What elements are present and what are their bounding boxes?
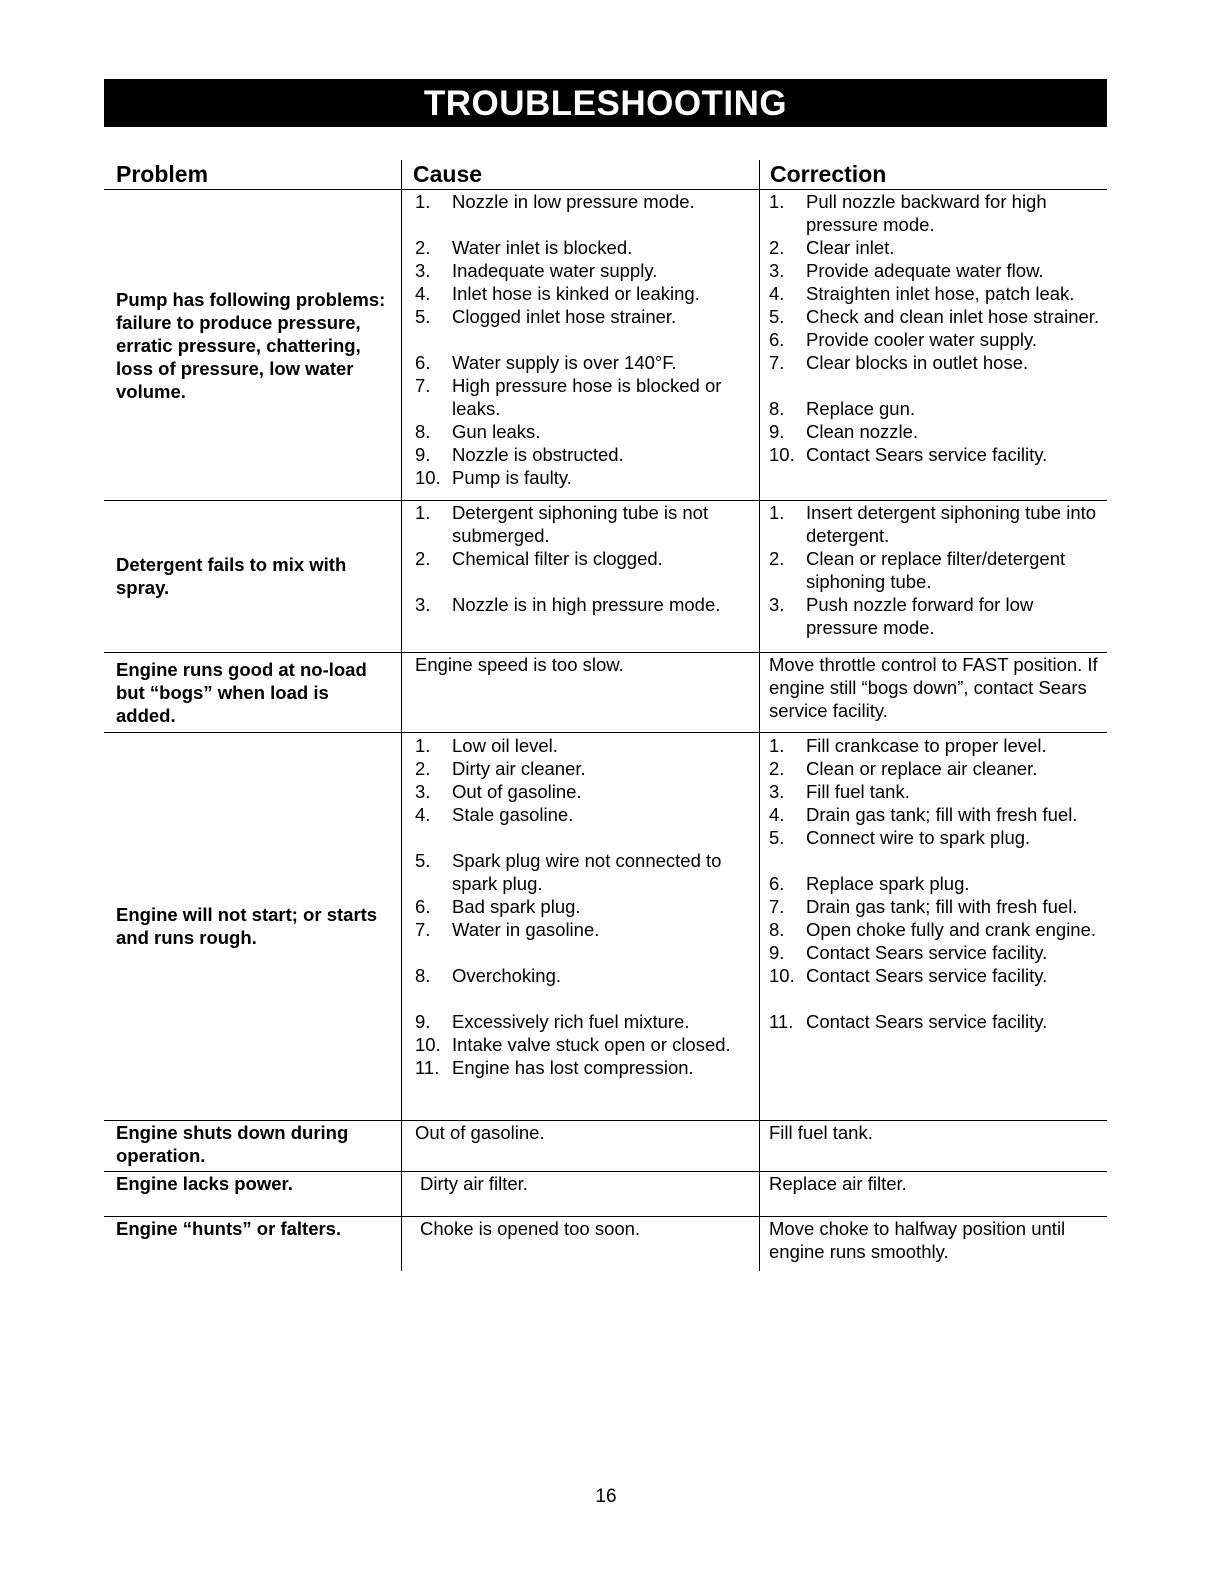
page-title: TROUBLESHOOTING: [104, 79, 1107, 127]
correction-list: [769, 734, 1104, 1033]
cause-list: [415, 190, 760, 489]
correction-list: [769, 190, 1104, 466]
table-row: [104, 501, 1107, 653]
list-item: 1. Low oil level.: [415, 735, 558, 756]
cause-list: [415, 734, 760, 1079]
list-item: 7. Drain gas tank; fill with fresh fuel.: [769, 896, 1078, 917]
correction-text: Move throttle control to FAST position. If engine still “bogs down”, contact Sears service facility.: [769, 654, 1098, 721]
table-row: [104, 1172, 1107, 1217]
problem-text: Detergent fails to mix with spray.: [116, 554, 347, 598]
table-row: [104, 190, 1107, 501]
problem-text: Engine runs good at no-load but “bogs” when load is added.: [116, 659, 367, 726]
list-item: 11. Engine has lost compression.: [415, 1057, 694, 1078]
table-row: [104, 1121, 1107, 1172]
list-item: 9. Nozzle is obstructed.: [415, 444, 624, 465]
list-item: 2. Water inlet is blocked.: [415, 237, 633, 258]
list-item: 7. Clear blocks in outlet hose.: [769, 352, 1029, 373]
list-item: 9. Clean nozzle.: [769, 421, 919, 442]
list-item: 5. Check and clean inlet hose strainer.: [769, 306, 1100, 327]
list-item: 2. Chemical filter is clogged.: [415, 548, 663, 569]
list-item: 2. Clear inlet.: [769, 237, 895, 258]
list-item: 1. Fill crankcase to proper level.: [769, 735, 1047, 756]
table-row: [104, 733, 1107, 1121]
list-item: 8. Open choke fully and crank engine.: [769, 919, 1097, 940]
list-item: 3. Push nozzle forward for low pressure mode.: [769, 594, 1034, 638]
list-item: 10. Contact Sears service facility.: [769, 965, 1048, 986]
list-item: 2. Clean or replace filter/detergent siphoning tube.: [769, 548, 1066, 592]
list-item: 9. Excessively rich fuel mixture.: [415, 1011, 690, 1032]
list-item: 3. Inadequate water supply.: [415, 260, 658, 281]
list-item: 1. Pull nozzle backward for high pressure mode.: [769, 191, 1047, 235]
table-row: [104, 653, 1107, 733]
list-item: 8. Overchoking.: [415, 965, 561, 986]
list-item: 4. Drain gas tank; fill with fresh fuel.: [769, 804, 1078, 825]
list-item: 10. Intake valve stuck open or closed.: [415, 1034, 731, 1055]
list-item: 4. Inlet hose is kinked or leaking.: [415, 283, 700, 304]
list-item: 10. Contact Sears service facility.: [769, 444, 1048, 465]
table-header: [104, 160, 1107, 190]
cause-list: [415, 501, 760, 616]
list-item: 3. Nozzle is in high pressure mode.: [415, 594, 721, 615]
list-item: 5. Spark plug wire not connected to spark plug.: [415, 850, 722, 894]
list-item: 4. Straighten inlet hose, patch leak.: [769, 283, 1075, 304]
header-correction: Correction: [770, 161, 887, 187]
problem-text: Engine “hunts” or falters.: [116, 1218, 342, 1239]
cause-text: Out of gasoline.: [415, 1122, 545, 1143]
cause-text: Dirty air filter.: [420, 1173, 528, 1194]
header-cause: Cause: [413, 161, 483, 187]
problem-text: Engine shuts down during operation.: [116, 1122, 349, 1166]
list-item: 6. Provide cooler water supply.: [769, 329, 1038, 350]
list-item: 10. Pump is faulty.: [415, 467, 572, 488]
list-item: 8. Replace gun.: [769, 398, 916, 419]
correction-text: Fill fuel tank.: [769, 1122, 873, 1143]
correction-text: Move choke to halfway position until engine runs smoothly.: [769, 1218, 1066, 1262]
list-item: 6. Replace spark plug.: [769, 873, 970, 894]
cause-text: Choke is opened too soon.: [420, 1218, 641, 1239]
list-item: 3. Out of gasoline.: [415, 781, 582, 802]
cause-text: Engine speed is too slow.: [415, 654, 624, 675]
list-item: 11. Contact Sears service facility.: [769, 1011, 1048, 1032]
correction-text: Replace air filter.: [769, 1173, 907, 1194]
correction-list: [769, 501, 1104, 639]
list-item: 7. High pressure hose is blocked or leaks.: [415, 375, 722, 419]
problem-text: Engine will not start; or starts and runs rough.: [116, 904, 378, 948]
list-item: 4. Stale gasoline.: [415, 804, 574, 825]
list-item: 2. Clean or replace air cleaner.: [769, 758, 1038, 779]
list-item: 1. Detergent siphoning tube is not submerged.: [415, 502, 709, 546]
list-item: 5. Clogged inlet hose strainer.: [415, 306, 677, 327]
list-item: 5. Connect wire to spark plug.: [769, 827, 1031, 848]
list-item: 6. Water supply is over 140°F.: [415, 352, 677, 373]
list-item: 9. Contact Sears service facility.: [769, 942, 1048, 963]
list-item: 2. Dirty air cleaner.: [415, 758, 586, 779]
problem-text: Pump has following problems: failure to produce pressure, erratic pressure, chattering, loss of pressure, low water volume.: [116, 289, 386, 402]
list-item: 8. Gun leaks.: [415, 421, 541, 442]
header-problem: Problem: [116, 161, 209, 187]
list-item: 6. Bad spark plug.: [415, 896, 581, 917]
list-item: 7. Water in gasoline.: [415, 919, 600, 940]
page-number: 16: [595, 1486, 617, 1507]
list-item: 1. Insert detergent siphoning tube into detergent.: [769, 502, 1097, 546]
list-item: 3. Provide adequate water flow.: [769, 260, 1044, 281]
problem-text: Engine lacks power.: [116, 1173, 293, 1194]
list-item: 3. Fill fuel tank.: [769, 781, 910, 802]
table-row: [104, 1217, 1107, 1271]
list-item: 1. Nozzle in low pressure mode.: [415, 191, 695, 212]
